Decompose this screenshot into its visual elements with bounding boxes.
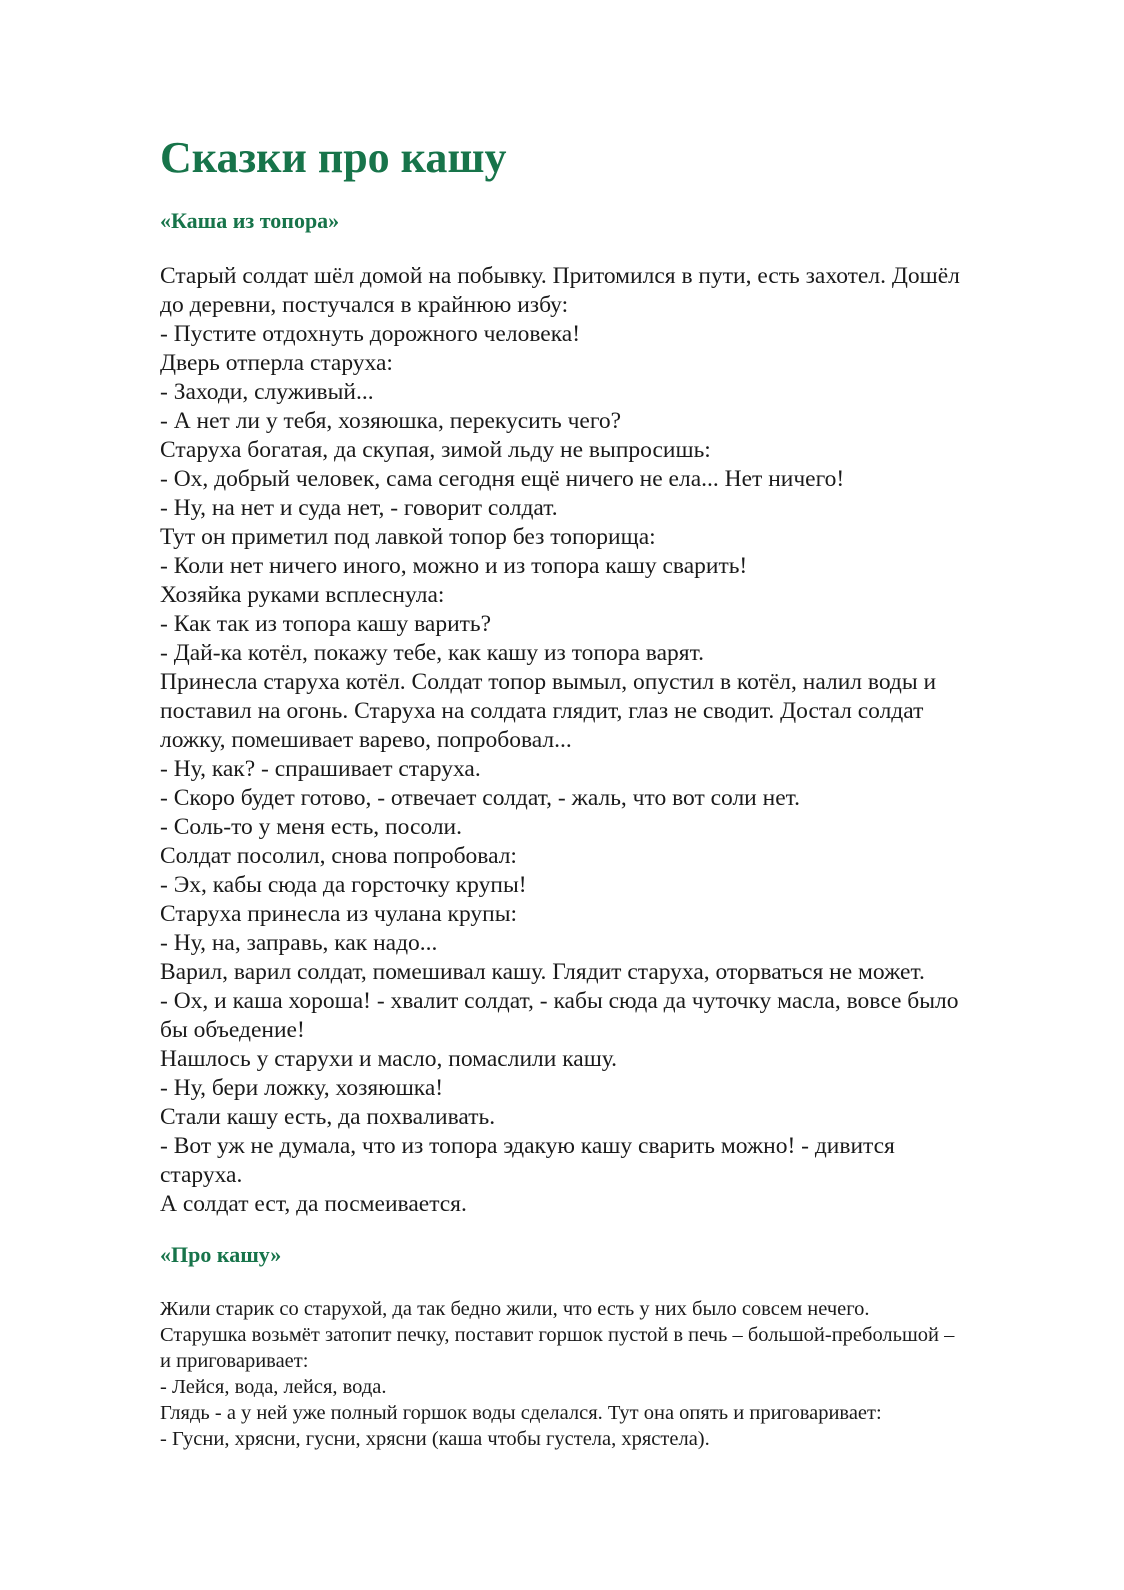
text-line: Старуха принесла из чулана крупы: — [160, 901, 518, 927]
text-line: Нашлось у старухи и масло, помаслили кашу. — [160, 1046, 618, 1072]
text-line: Солдат посолил, снова попробовал: — [160, 843, 517, 869]
text-line: - Вот уж не думала, что из топора эдакую кашу сварить можно! - дивится — [160, 1133, 895, 1159]
text-line: поставил на огонь. Старуха на солдата глядит, глаз не сводит. Достал солдат — [160, 698, 924, 724]
text-line: - Ну, на нет и суда нет, - говорит солдат. — [160, 495, 558, 521]
text-line: Принесла старуха котёл. Солдат топор вымыл, опустил в котёл, налил воды и — [160, 669, 937, 695]
text-line: Старый солдат шёл домой на побывку. Притомился в пути, есть захотел. Дошёл — [160, 263, 960, 289]
page-title: Сказки про кашу — [160, 133, 507, 182]
text-line: - Как так из топора кашу варить? — [160, 611, 492, 637]
text-line: - Эх, кабы сюда да горсточку крупы! — [160, 872, 527, 898]
text-line: - Ну, бери ложку, хозяюшка! — [160, 1075, 444, 1101]
text-line: - Ну, на, заправь, как надо... — [160, 930, 438, 956]
text-line: ложку, помешивает варево, попробовал... — [160, 727, 572, 753]
text-line: - Лейся, вода, лейся, вода. — [160, 1376, 387, 1398]
text-line: старуха. — [160, 1162, 243, 1188]
text-line: Варил, варил солдат, помешивал кашу. Глядит старуха, оторваться не может. — [160, 959, 925, 985]
text-line: - А нет ли у тебя, хозяюшка, перекусить чего? — [160, 408, 622, 434]
story-text-kasha-iz-topora — [160, 262, 1040, 1219]
text-line: Жили старик со старухой, да так бедно жили, что есть у них было совсем нечего. — [160, 1298, 870, 1320]
story-heading-pro-kashu: «Про кашу» — [160, 1242, 282, 1267]
text-line: Старуха богатая, да скупая, зимой льду не выпросишь: — [160, 437, 711, 463]
text-line: Глядь - а у ней уже полный горшок воды сделался. Тут она опять и приговаривает: — [160, 1402, 882, 1424]
text-line: Хозяйка руками всплеснула: — [160, 582, 445, 608]
text-line: - Коли нет ничего иного, можно и из топора кашу сварить! — [160, 553, 748, 579]
text-line: - Ну, как? - спрашивает старуха. — [160, 756, 481, 782]
text-line: - Ох, и каша хороша! - хвалит солдат, - кабы сюда да чуточку масла, вовсе было — [160, 988, 959, 1014]
text-line: - Дай-ка котёл, покажу тебе, как кашу из топора варят. — [160, 640, 704, 666]
text-line: и приговаривает: — [160, 1350, 309, 1372]
text-line: - Ох, добрый человек, сама сегодня ещё ничего не ела... Нет ничего! — [160, 466, 845, 492]
text-line: Стали кашу есть, да похваливать. — [160, 1104, 496, 1130]
text-line: Старушка возьмёт затопит печку, поставит горшок пустой в печь – большой-пребольшой – — [160, 1324, 955, 1346]
text-line: бы объедение! — [160, 1017, 305, 1043]
text-line: Дверь отперла старуха: — [160, 350, 393, 376]
text-line: - Скоро будет готово, - отвечает солдат, - жаль, что вот соли нет. — [160, 785, 801, 811]
text-line: до деревни, постучался в крайнюю избу: — [160, 292, 569, 318]
text-line: - Соль-то у меня есть, посоли. — [160, 814, 463, 840]
text-line: Тут он приметил под лавкой топор без топорища: — [160, 524, 656, 550]
story-text-pro-kashu — [160, 1296, 1040, 1452]
text-line: А солдат ест, да посмеивается. — [160, 1191, 467, 1217]
story-heading-kasha-iz-topora: «Каша из топора» — [160, 208, 340, 233]
text-line: - Заходи, служивый... — [160, 379, 374, 405]
text-line: - Пустите отдохнуть дорожного человека! — [160, 321, 581, 347]
text-line: - Гусни, хрясни, гусни, хрясни (каша чтобы густела, хрястела). — [160, 1428, 710, 1450]
